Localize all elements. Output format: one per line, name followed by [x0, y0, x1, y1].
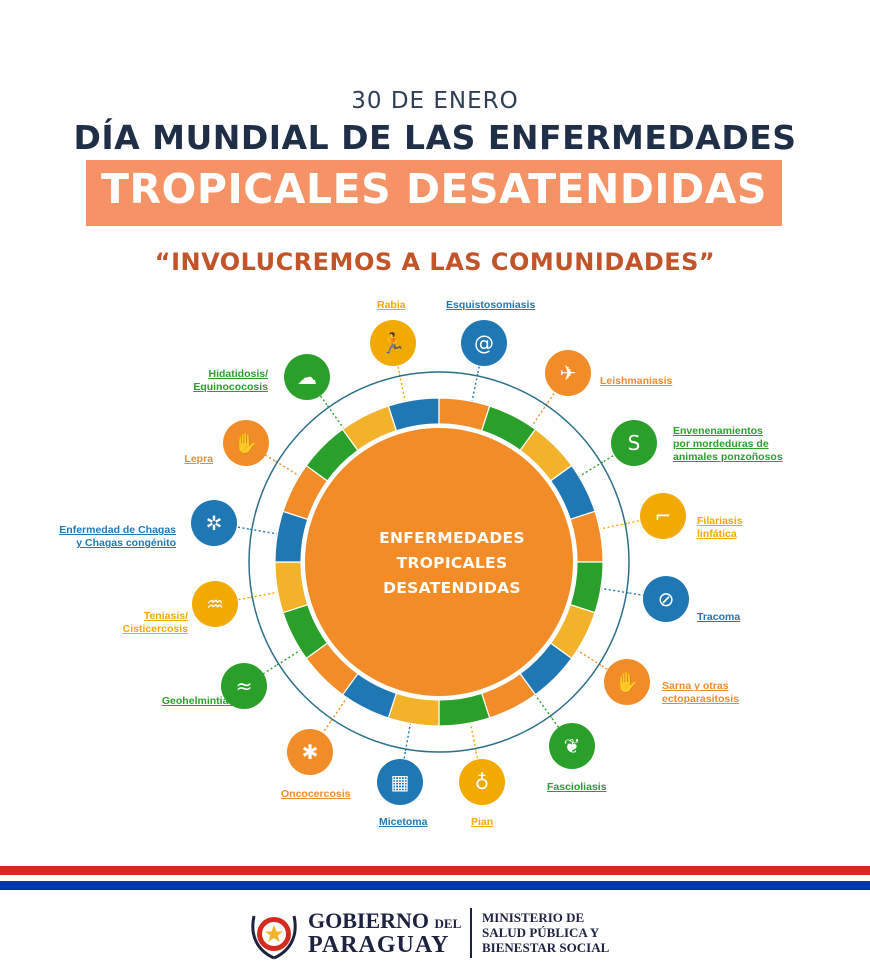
connector-line: [405, 723, 410, 751]
svg-text:❦: ❦: [563, 734, 581, 758]
ring-segment: [439, 398, 490, 431]
disease-label-line: Hidatidosis/: [208, 368, 268, 380]
center-line: ENFERMEDADES: [379, 529, 525, 547]
svg-text:≈: ≈: [235, 674, 253, 698]
footer-divider: [470, 908, 472, 958]
sandfly-icon: [545, 350, 591, 396]
hand-icon: [604, 659, 650, 705]
disease-label-line: y Chagas congénito: [76, 537, 176, 549]
title-line-2: TROPICALES DESATENDIDAS: [101, 165, 767, 213]
leaves-icon: [549, 723, 595, 769]
connector-line: [531, 403, 547, 426]
snail-icon: [461, 320, 507, 366]
ring-segment: [275, 511, 308, 562]
connector-line: [470, 723, 475, 750]
eye-slash-icon: [643, 576, 689, 622]
disease-label: [281, 788, 350, 801]
disease-label: [697, 611, 740, 624]
disease-label-line: Geohelmintiasis: [161, 695, 243, 707]
disease-label: [600, 375, 672, 388]
gov-name-line1: GOBIERNO DEL: [308, 908, 462, 933]
disease-label: [662, 680, 739, 706]
connector-line: [601, 588, 629, 593]
disease-label-line: Lepra: [184, 453, 213, 465]
connector-line: [331, 698, 347, 721]
disease-label-line: Tracoma: [697, 611, 741, 623]
disease-label-line: Filariasis: [697, 515, 743, 527]
disease-label: [184, 453, 213, 466]
coat-of-arms-icon: [246, 904, 302, 962]
disease-label: [193, 368, 268, 394]
connector-line: [579, 462, 603, 477]
gov-name-line2: PARAGUAY: [308, 932, 450, 958]
disease-label-line: Envenenamientos: [673, 425, 763, 437]
svg-text:✈: ✈: [559, 361, 577, 385]
swollen-leg-icon: [640, 493, 686, 539]
ring-segment: [388, 398, 439, 431]
foot-lesion-icon: [377, 759, 423, 805]
disease-label-line: por mordeduras de: [673, 438, 769, 450]
disease-label: [697, 515, 743, 541]
disease-label-line: Micetoma: [379, 816, 428, 828]
ministry-name: [482, 910, 609, 955]
disease-label: [673, 425, 783, 464]
ring-segment: [570, 511, 603, 562]
svg-text:✋: ✋: [614, 670, 640, 694]
svg-text:@: @: [474, 331, 494, 355]
ring-segment: [275, 562, 308, 613]
blackfly-icon: [287, 729, 333, 775]
connector-line: [276, 461, 300, 476]
running-person-icon: [370, 320, 416, 366]
connector-line: [472, 374, 478, 401]
flag-stripe-blue: [0, 881, 870, 890]
disease-label-line: animales ponzoñosos: [673, 451, 783, 463]
ring-segment: [570, 562, 603, 613]
ring-segment: [439, 693, 490, 726]
connector-line: [277, 650, 301, 665]
connector-line: [327, 406, 343, 429]
disease-label-line: Enfermedad de Chagas: [59, 524, 176, 536]
disease-label: [162, 695, 243, 708]
connector-line: [400, 374, 406, 401]
connector-line: [250, 529, 278, 534]
foot-icon: [459, 759, 505, 805]
disease-label: [377, 299, 406, 312]
disease-label-line: linfática: [697, 528, 737, 540]
svg-text:♒: ♒: [206, 592, 224, 616]
disease-label: [379, 816, 427, 829]
svg-text:S: S: [627, 431, 641, 455]
svg-text:✲: ✲: [205, 511, 223, 535]
svg-text:⌐: ⌐: [654, 504, 672, 528]
connector-line: [535, 695, 551, 718]
disease-label-line: ectoparasitosis: [662, 693, 740, 705]
ministry-line: SALUD PÚBLICA Y: [482, 925, 600, 940]
svg-text:✱: ✱: [301, 740, 319, 764]
svg-text:✋: ✋: [233, 431, 259, 455]
disease-label: [471, 816, 493, 829]
disease-label-line: Oncocercosis: [281, 788, 351, 800]
flag-stripe-red: [0, 866, 870, 875]
disease-label-line: Teniasis/: [143, 610, 188, 622]
ministry-line: BIENESTAR SOCIAL: [482, 940, 610, 955]
ring-segment: [388, 693, 439, 726]
connector-line: [600, 523, 627, 529]
disease-label-line: Esquistosomiasis: [446, 299, 536, 311]
disease-label: [547, 781, 607, 794]
pig-icon: [192, 581, 238, 627]
footer-logos: [244, 902, 664, 966]
center-line: DESATENDIDAS: [383, 579, 521, 597]
center-line: TROPICALES: [396, 554, 508, 572]
disease-label-line: Pian: [471, 816, 494, 828]
connector-line: [250, 592, 278, 597]
event-date: 30 DE ENERO: [351, 88, 519, 114]
svg-text:🏃: 🏃: [380, 331, 406, 355]
slogan: “INVOLUCREMOS A LAS COMUNIDADES”: [154, 248, 716, 276]
disease-label-line: Sarna y otras: [662, 680, 729, 692]
disease-label: [59, 524, 176, 550]
sheep-icon: [284, 354, 330, 400]
ministry-line: MINISTERIO DE: [482, 910, 585, 925]
disease-label-line: Fascioliasis: [547, 781, 607, 793]
disease-label-line: Leishmaniasis: [600, 375, 673, 387]
connector-line: [577, 650, 601, 665]
svg-text:♁: ♁: [474, 770, 490, 794]
disease-label-line: Cisticercosis: [122, 623, 188, 635]
disease-label: [446, 299, 535, 312]
hand-x-icon: [223, 420, 269, 466]
disease-label: [123, 610, 188, 636]
svg-text:▦: ▦: [390, 770, 410, 794]
bug-icon: [191, 500, 237, 546]
snake-icon: [611, 420, 657, 466]
svg-text:☁: ☁: [297, 365, 317, 389]
svg-text:⊘: ⊘: [657, 587, 675, 611]
disease-label-line: Rabia: [377, 299, 406, 311]
disease-label-line: Equinococosis: [193, 381, 268, 393]
title-line-1: DÍA MUNDIAL DE LAS ENFERMEDADES: [73, 118, 797, 157]
center-label: [330, 526, 574, 601]
